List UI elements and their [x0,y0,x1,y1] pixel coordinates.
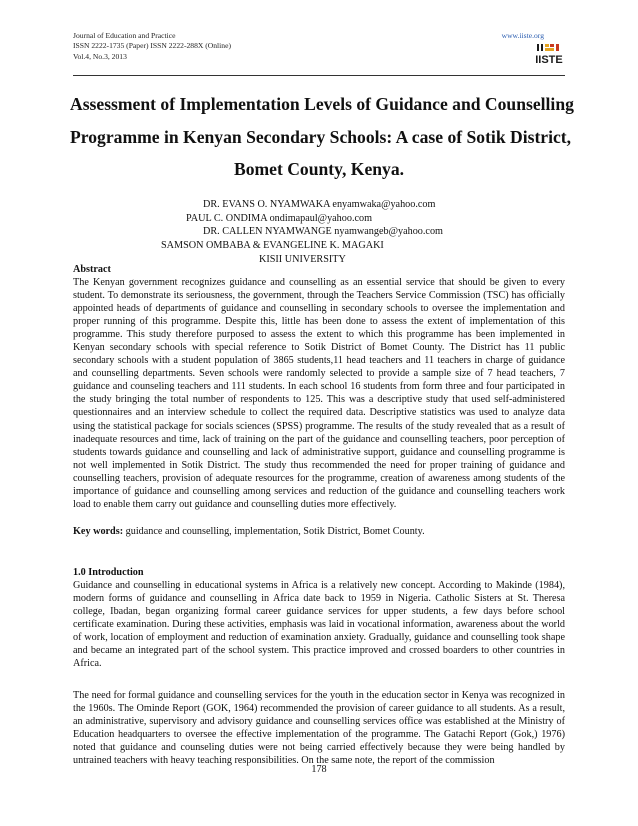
author-2: PAUL C. ONDIMA ondimapaul@yahoo.com [186,212,373,224]
journal-issn: ISSN 2222-1735 (Paper) ISSN 2222-288X (Online) [73,41,231,51]
intro-paragraph-2: The need for formal guidance and counselling services for the youth in the education sector in Kenya was recognized in the 1960s. The Ominde Report (GOK, 1964) recommended the provision of career guidance to all students. As a result, an administrative, supervisory and advisory guidance and counselling services office was established at the Ministry of Education headquarters to oversee the effective implementation of the programme. The Gatachi Report (Gok,) 1976) noted that guidance and counseling duties were not being carried effectively because they were being handled by untrained teachers with heavy teaching responsibilities. On the same note, the report of the commission [73,690,565,767]
affiliation: KISII UNIVERSITY [259,253,346,265]
keywords [73,526,425,537]
keywords-text: guidance and counselling, implementation, Sotik District, Bomet County. [123,526,425,537]
header-rule [73,75,565,76]
author-4: SAMSON OMBABA & EVANGELINE K. MAGAKI [161,240,384,252]
abstract-text: The Kenyan government recognizes guidance and counselling as an essential service that should be given to every student. To demonstrate its seriousness, the government, through the Teachers Service Commission (TSC) has officially appointed heads of departments of guidance and counselling in secondary schools to oversee the implementation and proper running of this programme. Despite this, little has been done to assess the extent of implementation of this programme. This study therefore purposed to assess the extent to which this programme has been implemented in Kenyan secondary schools with special reference to Sotik District of Bomet County. The District has 11 public secondary schools with a student population of 3865 students,11 head teachers and 11 teachers in charge of guidance and counselling departments. Seven schools were randomly selected to provide a sample size of 7 head teachers, 7 guidance and counseling teachers and 111 students. In each school 16 students from form three and four participated in the study bringing the total number of respondents to 125. This was a descriptive study that used self-administered questionnaires and an interview schedule to collect the required data. Descriptive statistics was used to analyze data using the statistical package for socials sciences (SPSS) programme. The results of the study revealed that as a result of inadequate resources and time, lack of training on the part of the guidance and counselling teachers, poor perception of students towards guidance and counselling and lack of administrative support, guidance and counselling programme is not well implemented in Sotik District. The study thus recommended the need for proper training of guidance and counselling teachers, provision of adequate resources for the programme, creation of awareness among students of the importance of guidance and counselling among services and reduction of the guidance and counselling teachers work load to enable them carry out guidance and counselling duties more effectively. [73,277,565,510]
title-line-1: Assessment of Implementation Levels of Guidance and Counselling [70,94,574,114]
journal-volume: Vol.4, No.3, 2013 [73,51,127,61]
paper-title [70,88,574,186]
journal-name: Journal of Education and Practice [73,31,176,40]
author-block [73,198,565,267]
journal-url[interactable]: www.iiste.org [501,31,544,40]
iiste-logo [534,43,564,65]
author-3: DR. CALLEN NYAMWANGE nyamwangeb@yahoo.com [203,226,443,238]
page-number: 178 [311,764,327,775]
title-line-2: Programme in Kenyan Secondary Schools: A case of Sotik District, [70,126,572,147]
title-line-3: Bomet County, Kenya. [233,159,405,179]
keywords-label: Key words: [73,526,124,537]
abstract-heading: Abstract [73,264,111,275]
journal-header [73,31,231,62]
author-1: DR. EVANS O. NYAMWAKA enyamwaka@yahoo.com [203,199,436,210]
logo-text: IISTE [535,54,563,65]
introduction-heading: 1.0 Introduction [73,567,144,578]
intro-paragraph-1: Guidance and counselling in educational systems in Africa is a relatively new concept. According to Makinde (1984), modern forms of guidance and counselling in Africa date back to 1959 in Nigeria. Catholic Sisters at St. Theresa college, Ibadan, began organizing formal career guidance services for upper students, a few days before school certificate examination. During these activities, emphasis was laid in vocational information, awareness about the world of work, location of employment and reduction of examination anxiety. Gradually, guidance and counselling took shape and became an integrated part of the school system. This practice improved and crossed boarders to other countries in Africa. [73,580,565,670]
